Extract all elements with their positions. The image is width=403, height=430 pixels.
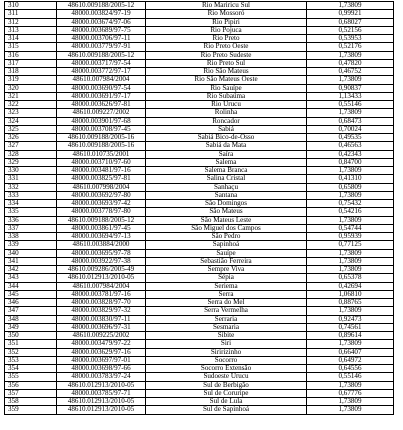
value-cell: 0,46563	[307, 142, 394, 150]
field-name-cell: Serra do Mel	[146, 299, 307, 307]
field-name-cell: Rolinha	[146, 109, 307, 117]
value-cell: 1,06810	[307, 290, 394, 298]
value-cell: 0,99921	[307, 10, 394, 18]
table-row	[5, 142, 394, 150]
value-cell: 0,46752	[307, 68, 394, 76]
process-code-cell: 48610.012913/2010-05	[57, 398, 146, 406]
field-name-cell: São Mateus	[146, 208, 307, 216]
process-code-cell: 48000.003698/97-66	[57, 365, 146, 373]
row-number-cell: 326	[5, 134, 57, 142]
value-cell: 1,73809	[307, 340, 394, 348]
table-row	[5, 2, 394, 10]
process-code-cell: 48610.003884/2000	[57, 241, 146, 249]
table-row	[5, 266, 394, 274]
table-row	[5, 43, 394, 51]
table-row	[5, 257, 394, 265]
process-code-cell: 48610.012913/2010-05	[57, 274, 146, 282]
table-row	[5, 76, 394, 84]
row-number-cell: 331	[5, 175, 57, 183]
row-number-cell: 346	[5, 299, 57, 307]
row-number-cell: 338	[5, 233, 57, 241]
process-code-cell: 48000.003785/97-71	[57, 389, 146, 397]
table-row	[5, 233, 394, 241]
field-name-cell: Siri	[146, 340, 307, 348]
value-cell: 0,65809	[307, 183, 394, 191]
field-name-cell: Rio São Mateus	[146, 68, 307, 76]
field-name-cell: Roncador	[146, 117, 307, 125]
value-cell: 0,47820	[307, 59, 394, 67]
table-row	[5, 175, 394, 183]
table-row	[5, 224, 394, 232]
process-code-cell: 48610.010735/2001	[57, 150, 146, 158]
field-name-cell: Rio Preto	[146, 35, 307, 43]
field-name-cell: Saíra	[146, 150, 307, 158]
row-number-cell: 318	[5, 68, 57, 76]
row-number-cell: 315	[5, 43, 57, 51]
table-row	[5, 117, 394, 125]
row-number-cell: 322	[5, 101, 57, 109]
process-code-cell: 48000.003717/97-54	[57, 59, 146, 67]
table-row	[5, 208, 394, 216]
table-row	[5, 134, 394, 142]
row-number-cell: 329	[5, 158, 57, 166]
field-name-cell: Rio Urucu	[146, 101, 307, 109]
value-cell: 0,95939	[307, 233, 394, 241]
process-code-cell: 48000.003692/97-80	[57, 191, 146, 199]
value-cell: 1,73809	[307, 381, 394, 389]
table-row	[5, 101, 394, 109]
process-code-cell: 48000.003689/97-75	[57, 26, 146, 34]
field-name-cell: Socorro	[146, 356, 307, 364]
row-number-cell: 355	[5, 373, 57, 381]
field-name-cell: Socorro Extensão	[146, 365, 307, 373]
field-name-cell: Sudoeste Urucu	[146, 373, 307, 381]
row-number-cell: 341	[5, 257, 57, 265]
row-number-cell: 344	[5, 282, 57, 290]
table-row	[5, 249, 394, 257]
value-cell: 0,53953	[307, 35, 394, 43]
table-row	[5, 167, 394, 175]
value-cell: 0,54216	[307, 208, 394, 216]
process-code-cell: 48000.003690/97-54	[57, 84, 146, 92]
value-cell: 0,66407	[307, 348, 394, 356]
value-cell: 0,64972	[307, 356, 394, 364]
row-number-cell: 333	[5, 191, 57, 199]
row-number-cell: 351	[5, 340, 57, 348]
table-row	[5, 35, 394, 43]
table-row	[5, 365, 394, 373]
field-name-cell: Sempre Viva	[146, 266, 307, 274]
row-number-cell: 340	[5, 249, 57, 257]
table-row	[5, 216, 394, 224]
row-number-cell: 343	[5, 274, 57, 282]
process-code-cell: 48000.003779/97-91	[57, 43, 146, 51]
value-cell: 1,73809	[307, 249, 394, 257]
row-number-cell: 358	[5, 398, 57, 406]
value-cell: 1,73809	[307, 109, 394, 117]
field-name-cell: Rio Mossoró	[146, 10, 307, 18]
process-code-cell: 48610.009286/2005-49	[57, 266, 146, 274]
table-row	[5, 356, 394, 364]
value-cell: 0,42694	[307, 282, 394, 290]
value-cell: 0,52176	[307, 43, 394, 51]
field-name-cell: Seriema	[146, 282, 307, 290]
process-code-cell: 48000.003778/97-80	[57, 208, 146, 216]
row-number-cell: 345	[5, 290, 57, 298]
row-number-cell: 320	[5, 84, 57, 92]
row-number-cell: 311	[5, 10, 57, 18]
process-code-cell: 48610.007984/2004	[57, 76, 146, 84]
process-code-cell: 48000.003824/97-19	[57, 10, 146, 18]
field-name-cell: Sanhaçu	[146, 183, 307, 191]
process-code-cell: 48610.009225/2002	[57, 332, 146, 340]
row-number-cell: 356	[5, 381, 57, 389]
table-row	[5, 109, 394, 117]
table-row	[5, 68, 394, 76]
table-row	[5, 125, 394, 133]
field-name-cell: Serra Vermelha	[146, 307, 307, 315]
row-number-cell: 357	[5, 389, 57, 397]
royalty-table	[4, 1, 394, 415]
process-code-cell: 48000.003696/97-31	[57, 323, 146, 331]
row-number-cell: 323	[5, 109, 57, 117]
value-cell: 0,42343	[307, 150, 394, 158]
table-row	[5, 389, 394, 397]
field-name-cell: São Miguel dos Campos	[146, 224, 307, 232]
row-number-cell: 319	[5, 76, 57, 84]
row-number-cell: 359	[5, 406, 57, 414]
value-cell: 1,73809	[307, 266, 394, 274]
value-cell: 0,55146	[307, 101, 394, 109]
row-number-cell: 354	[5, 365, 57, 373]
field-name-cell: Rio Pipiri	[146, 18, 307, 26]
row-number-cell: 330	[5, 167, 57, 175]
value-cell: 0,65378	[307, 274, 394, 282]
value-cell: 0,90837	[307, 84, 394, 92]
value-cell: 0,52156	[307, 26, 394, 34]
process-code-cell: 48000.003674/97-06	[57, 18, 146, 26]
table-row	[5, 274, 394, 282]
field-name-cell: Sul de Lula	[146, 398, 307, 406]
table-row	[5, 150, 394, 158]
value-cell: 1,73809	[307, 167, 394, 175]
field-name-cell: Sépia	[146, 274, 307, 282]
process-code-cell: 48000.003706/97-11	[57, 35, 146, 43]
value-cell: 1,73809	[307, 307, 394, 315]
process-code-cell: 48000.003694/97-13	[57, 233, 146, 241]
row-number-cell: 321	[5, 92, 57, 100]
value-cell: 0,68027	[307, 18, 394, 26]
table-row	[5, 299, 394, 307]
row-number-cell: 353	[5, 356, 57, 364]
value-cell: 0,64556	[307, 365, 394, 373]
table-row	[5, 315, 394, 323]
field-name-cell: Sabiá	[146, 125, 307, 133]
process-code-cell: 48610.007984/2004	[57, 282, 146, 290]
value-cell: 1,73809	[307, 216, 394, 224]
process-code-cell: 48000.003695/97-78	[57, 249, 146, 257]
row-number-cell: 324	[5, 117, 57, 125]
table-row	[5, 10, 394, 18]
process-code-cell: 48000.003693/97-42	[57, 200, 146, 208]
table-row	[5, 282, 394, 290]
value-cell: 0,92473	[307, 315, 394, 323]
table-row	[5, 381, 394, 389]
value-cell: 0,75432	[307, 200, 394, 208]
field-name-cell: Serra	[146, 290, 307, 298]
row-number-cell: 347	[5, 307, 57, 315]
process-code-cell: 48610.009188/2005-12	[57, 2, 146, 10]
value-cell: 0,55146	[307, 373, 394, 381]
table-row	[5, 59, 394, 67]
row-number-cell: 335	[5, 208, 57, 216]
process-code-cell: 48610.009188/2005-16	[57, 134, 146, 142]
field-name-cell: São Mateus Leste	[146, 216, 307, 224]
process-code-cell: 48610.009188/2005-12	[57, 216, 146, 224]
value-cell: 1,73809	[307, 51, 394, 59]
process-code-cell: 48610.007998/2004	[57, 183, 146, 191]
field-name-cell: Sul de Berbigão	[146, 381, 307, 389]
process-code-cell: 48000.003629/97-16	[57, 348, 146, 356]
value-cell: 1,73809	[307, 191, 394, 199]
process-code-cell: 48000.003922/97-38	[57, 257, 146, 265]
row-number-cell: 336	[5, 216, 57, 224]
table-row	[5, 18, 394, 26]
table-row	[5, 183, 394, 191]
field-name-cell: Salema Branca	[146, 167, 307, 175]
value-cell: 1,73809	[307, 406, 394, 414]
process-code-cell: 48000.003626/97-81	[57, 101, 146, 109]
table-row	[5, 340, 394, 348]
row-number-cell: 342	[5, 266, 57, 274]
field-name-cell: Rio Pojuca	[146, 26, 307, 34]
table-row	[5, 373, 394, 381]
value-cell: 0,70024	[307, 125, 394, 133]
process-code-cell: 48000.003825/97-81	[57, 175, 146, 183]
table-row	[5, 290, 394, 298]
table-row	[5, 348, 394, 356]
row-number-cell: 337	[5, 224, 57, 232]
value-cell: 0,88765	[307, 299, 394, 307]
row-number-cell: 350	[5, 332, 57, 340]
value-cell: 0,89614	[307, 332, 394, 340]
table-row	[5, 51, 394, 59]
value-cell: 0,54744	[307, 224, 394, 232]
field-name-cell: Sabiá da Mata	[146, 142, 307, 150]
row-number-cell: 312	[5, 18, 57, 26]
process-code-cell: 48000.003691/97-17	[57, 92, 146, 100]
row-number-cell: 352	[5, 348, 57, 356]
value-cell: 0,41310	[307, 175, 394, 183]
value-cell: 0,68473	[307, 117, 394, 125]
process-code-cell: 48000.003828/97-70	[57, 299, 146, 307]
process-code-cell: 48610.009227/2002	[57, 109, 146, 117]
process-code-cell: 48000.003861/97-45	[57, 224, 146, 232]
row-number-cell: 348	[5, 315, 57, 323]
table-row	[5, 92, 394, 100]
row-number-cell: 313	[5, 26, 57, 34]
row-number-cell: 325	[5, 125, 57, 133]
table-row	[5, 84, 394, 92]
table-row	[5, 200, 394, 208]
field-name-cell: Sabiá Bico-de-Osso	[146, 134, 307, 142]
field-name-cell: Rio Preto Sudeste	[146, 51, 307, 59]
process-code-cell: 48610.012913/2010-05	[57, 381, 146, 389]
field-name-cell: São Domingos	[146, 200, 307, 208]
row-number-cell: 334	[5, 200, 57, 208]
field-name-cell: São Pedro	[146, 233, 307, 241]
field-name-cell: Rio Sauípe	[146, 84, 307, 92]
table-row	[5, 241, 394, 249]
field-name-cell: Santana	[146, 191, 307, 199]
field-name-cell: Rio São Mateus Oeste	[146, 76, 307, 84]
row-number-cell: 339	[5, 241, 57, 249]
table-row	[5, 406, 394, 414]
value-cell: 0,84700	[307, 158, 394, 166]
process-code-cell: 48000.003901/97-68	[57, 117, 146, 125]
row-number-cell: 310	[5, 2, 57, 10]
field-name-cell: Sebastião Ferreira	[146, 257, 307, 265]
value-cell: 1,73809	[307, 398, 394, 406]
row-number-cell: 349	[5, 323, 57, 331]
field-name-cell: Rio Preto Sul	[146, 59, 307, 67]
value-cell: 1,73809	[307, 76, 394, 84]
process-code-cell: 48000.003781/97-16	[57, 290, 146, 298]
value-cell: 1,13433	[307, 92, 394, 100]
field-name-cell: Sibite	[146, 332, 307, 340]
row-number-cell: 314	[5, 35, 57, 43]
row-number-cell: 327	[5, 142, 57, 150]
process-code-cell: 48610.012913/2010-05	[57, 406, 146, 414]
field-name-cell: Salina Cristal	[146, 175, 307, 183]
row-number-cell: 328	[5, 150, 57, 158]
table-row	[5, 323, 394, 331]
field-name-cell: Rio Subaúma	[146, 92, 307, 100]
process-code-cell: 48000.003710/97-60	[57, 158, 146, 166]
value-cell: 0,77125	[307, 241, 394, 249]
field-name-cell: Serraria	[146, 315, 307, 323]
field-name-cell: Rio Preto Oeste	[146, 43, 307, 51]
table-body	[5, 2, 394, 415]
value-cell: 0,74561	[307, 323, 394, 331]
field-name-cell: Sauípe	[146, 249, 307, 257]
process-code-cell: 48000.003481/97-16	[57, 167, 146, 175]
value-cell: 0,49535	[307, 134, 394, 142]
process-code-cell: 48000.003772/97-17	[57, 68, 146, 76]
process-code-cell: 48610.009188/2005-12	[57, 51, 146, 59]
process-code-cell: 48000.003708/97-45	[57, 125, 146, 133]
process-code-cell: 48000.003783/97-24	[57, 373, 146, 381]
table-row	[5, 26, 394, 34]
value-cell: 0,67776	[307, 389, 394, 397]
field-name-cell: Sul de Sapinhoá	[146, 406, 307, 414]
value-cell: 1,73809	[307, 257, 394, 265]
field-name-cell: Sesmaria	[146, 323, 307, 331]
row-number-cell: 316	[5, 51, 57, 59]
row-number-cell: 317	[5, 59, 57, 67]
field-name-cell: Salema	[146, 158, 307, 166]
field-name-cell: Sapinhoá	[146, 241, 307, 249]
field-name-cell: Rio Mariricu Sul	[146, 2, 307, 10]
process-code-cell: 48000.003829/97-32	[57, 307, 146, 315]
process-code-cell: 48610.009188/2005-16	[57, 142, 146, 150]
table-row	[5, 191, 394, 199]
field-name-cell: Siririzinho	[146, 348, 307, 356]
table-row	[5, 398, 394, 406]
process-code-cell: 48000.003479/97-22	[57, 340, 146, 348]
table-row	[5, 158, 394, 166]
table-row	[5, 332, 394, 340]
process-code-cell: 48000.003830/97-11	[57, 315, 146, 323]
row-number-cell: 332	[5, 183, 57, 191]
process-code-cell: 48000.003697/97-01	[57, 356, 146, 364]
field-name-cell: Sul de Coruripe	[146, 389, 307, 397]
table-row	[5, 307, 394, 315]
value-cell: 1,73809	[307, 2, 394, 10]
